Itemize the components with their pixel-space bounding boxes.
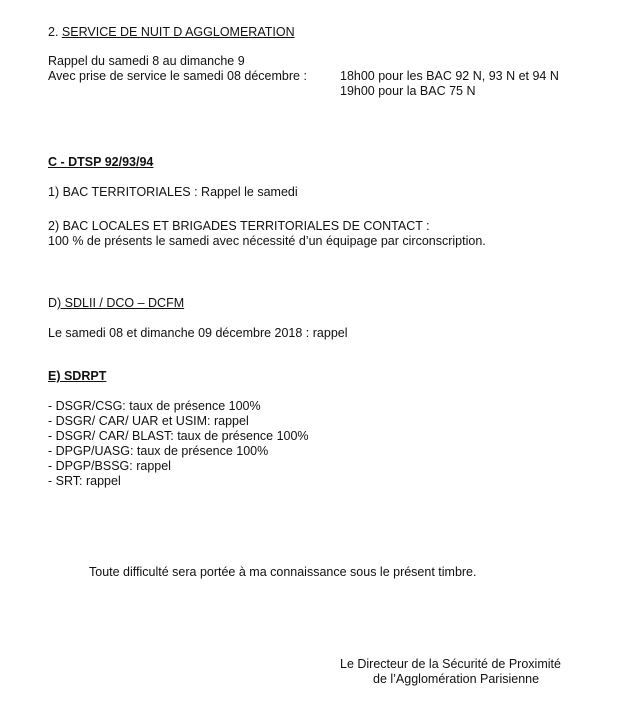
list-item: - DSGR/ CAR/ UAR et USIM: rappel — [48, 414, 249, 428]
list-item: - DPGP/BSSG: rappel — [48, 459, 171, 473]
section-c-item-1: 1) BAC TERRITORIALES : Rappel le samedi — [48, 185, 298, 199]
section-c-item-2-text: 100 % de présents le samedi avec nécessité d’un équipage par circonscription. — [48, 234, 486, 248]
list-item: - DSGR/CSG: taux de présence 100% — [48, 399, 261, 413]
section-c-title: C - DTSP 92/93/94 — [48, 155, 154, 169]
list-item: - SRT: rappel — [48, 474, 121, 488]
section-d-heading — [48, 296, 184, 311]
section-2-line-1: Rappel du samedi 8 au dimanche 9 — [48, 54, 245, 68]
section-e-title: E) SDRPT — [48, 369, 107, 383]
list-item: - DSGR/ CAR/ BLAST: taux de présence 100% — [48, 429, 309, 443]
section-d-title: ) SDLII / DCO – DCFM — [57, 296, 185, 310]
signature-line-2: de l’Agglomération Parisienne — [373, 672, 540, 686]
section-2-title: SERVICE DE NUIT D AGGLOMERATION — [61, 25, 295, 39]
section-d-prefix: D — [48, 296, 58, 310]
section-c-item-2-title: 2) BAC LOCALES ET BRIGADES TERRITORIALES DE CONTACT : — [48, 219, 430, 233]
section-2-line-2-value-2: 19h00 pour la BAC 75 N — [340, 84, 476, 98]
list-item: - DPGP/UASG: taux de présence 100% — [48, 444, 269, 458]
closing-statement: Toute difficulté sera portée à ma connaissance sous le présent timbre. — [89, 565, 477, 579]
section-d-text: Le samedi 08 et dimanche 09 décembre 2018 : rappel — [48, 326, 348, 340]
section-2-line-2-label: Avec prise de service le samedi 08 décembre : — [48, 69, 307, 83]
section-2-heading — [48, 25, 295, 40]
section-2-number: 2. — [48, 25, 62, 39]
section-2-line-2-value-1: 18h00 pour les BAC 92 N, 93 N et 94 N — [340, 69, 559, 83]
signature-line-1: Le Directeur de la Sécurité de Proximité — [340, 657, 561, 671]
section-e-list — [48, 399, 309, 489]
